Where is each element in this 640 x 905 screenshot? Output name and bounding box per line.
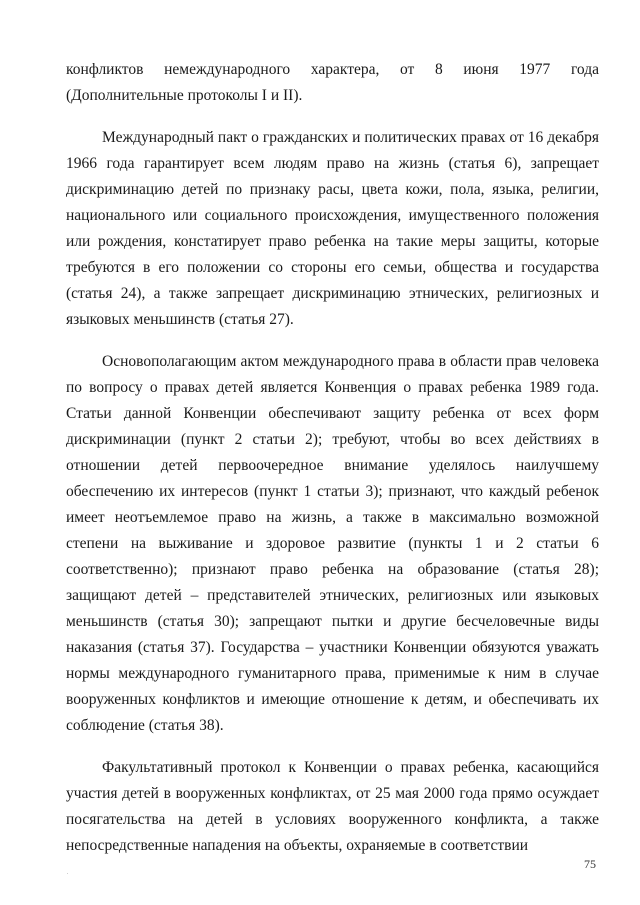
scan-speck bbox=[67, 873, 68, 874]
body-text bbox=[66, 57, 599, 875]
paragraph-covenant: Международный пакт о гражданских и политических правах от 16 декабря 1966 года гарантирует всем людям право на жизнь (статья 6), запрещает дискриминацию детей по признаку расы, цвета кожи, пола, языка, религии, национального или социального происхождения, имущественного положения или рождения, констатирует право ребенка на такие меры защиты, которые требуются в его положении со стороны его семьи, общества и государства (статья 24), а также запрещает дискриминацию этнических, религиозных и языковых меньшинств (статья 27). bbox=[66, 129, 599, 328]
paragraph-continuation: конфликтов немеждународного характера, от 8 июня 1977 года (Дополнительные протоколы I и II). bbox=[66, 61, 599, 104]
paragraph-optional-protocol: Факультативный протокол к Конвенции о правах ребенка, касающийся участия детей в вооруженных конфликтах, от 25 мая 2000 года прямо осуждает посягательства на детей в условиях вооруженного конфликта, а также непосредственные нападения на объекты, охраняемые в соответствии bbox=[66, 759, 599, 854]
page-number: 75 bbox=[584, 857, 596, 871]
paragraph-convention: Основополагающим актом международного права в области прав человека по вопросу о правах детей является Конвенция о правах ребенка 1989 года. Статьи данной Конвенции обеспечивают защиту ребенка от всех форм дискриминации (пункт 2 статьи 2); требуют, чтобы во всех действиях в отношении детей первоочередное внимание уделялось наилучшему обеспечению их интересов (пункт 1 статьи 3); признают, что каждый ребенок имеет неотъемлемое право на жизнь, а также в максимально возможной степени на выживание и здоровое развитие (пункты 1 и 2 статьи 6 соответственно); признают право ребенка на образование (статья 28); защищают детей – представителей этнических, религиозных или языковых меньшинств (статья 30); запрещают пытки и другие бесчеловечные виды наказания (статья 37). Государства – участники Конвенции обязуются уважать нормы международного гуманитарного права, применимые к ним в случае вооруженных конфликтов и имеющие отношение к детям, и обеспечивать их соблюдение (статья 38). bbox=[66, 353, 599, 734]
